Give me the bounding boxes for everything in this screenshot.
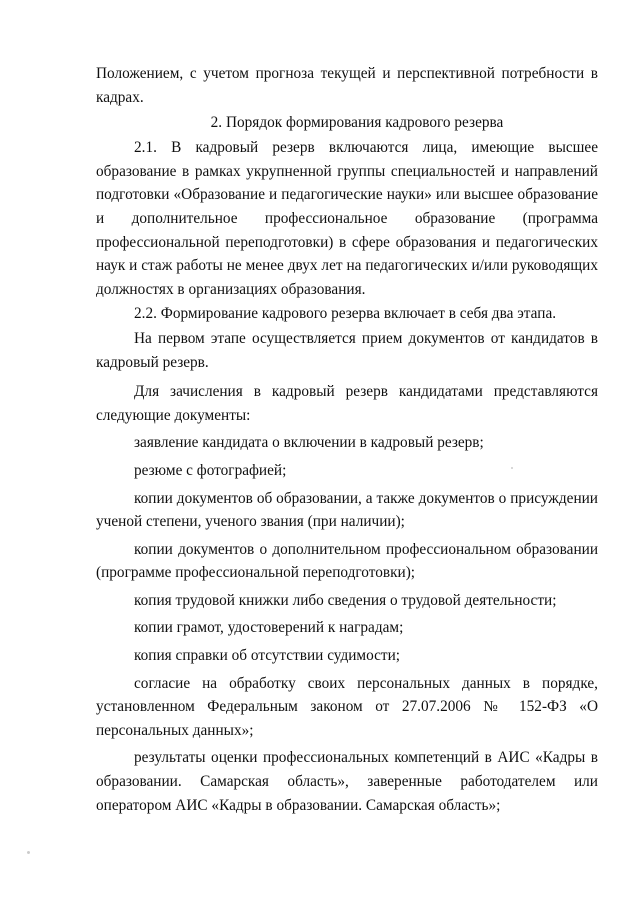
list-item-application: заявление кандидата о включении в кадровый резерв; [134, 434, 484, 452]
list-item-criminal-record: копия справки об отсутствии судимости; [134, 647, 401, 665]
scan-speck [27, 851, 30, 854]
list-item-awards: копии грамот, удостоверений к наградам; [134, 619, 404, 637]
list-item-personal-data-consent: согласие на обработку своих персональных данных в порядке, установленном Федеральным законом от 27.07.2006 № 152-ФЗ «О персональных данных»; [96, 674, 598, 739]
paragraph-2-2: 2.2. Формирование кадрового резерва включает в себя два этапа. [134, 305, 557, 323]
document-body [96, 62, 598, 817]
paragraph-first-stage: На первом этапе осуществляется прием документов от кандидатов в кадровый резерв. [96, 329, 598, 371]
paragraph-documents-intro: Для зачисления в кадровый резерв кандидатами представляются следующие документы: [96, 383, 598, 424]
section-heading: 2. Порядок формирования кадрового резерва [210, 114, 504, 132]
paragraph-2-1: 2.1. В кадровый резерв включаются лица, имеющие высшее образование в рамках укрупненной группы специальностей и направлений подготовки «Образование и педагогические науки» или высшее образование и дополнительное профессиональное образование (программа профессиональной переподготовки) в сфере образования и педагогических наук и стаж работы не менее двух лет на педагогических и/или руководящих должностях в организациях образования. [96, 139, 598, 298]
list-item-additional-education: копии документов о дополнительном профессиональном образовании (программе профессиональной переподготовки); [96, 540, 598, 582]
list-item-education-copies: копии документов об образовании, а также документов о присуждении ученой степени, ученого звания (при наличии); [96, 489, 598, 531]
list-item-competence-assessment: результаты оценки профессиональных компетенций в АИС «Кадры в образовании. Самарская область», заверенные работодателем или оператором АИС «Кадры в образовании. Самарская область»; [96, 749, 598, 814]
scan-speck [511, 467, 513, 469]
list-item-resume: резюме с фотографией; [134, 461, 287, 479]
paragraph-continuation: Положением, с учетом прогноза текущей и перспективной потребности в кадрах. [96, 65, 598, 106]
list-item-employment-record: копия трудовой книжки либо сведения о трудовой деятельности; [134, 591, 557, 609]
